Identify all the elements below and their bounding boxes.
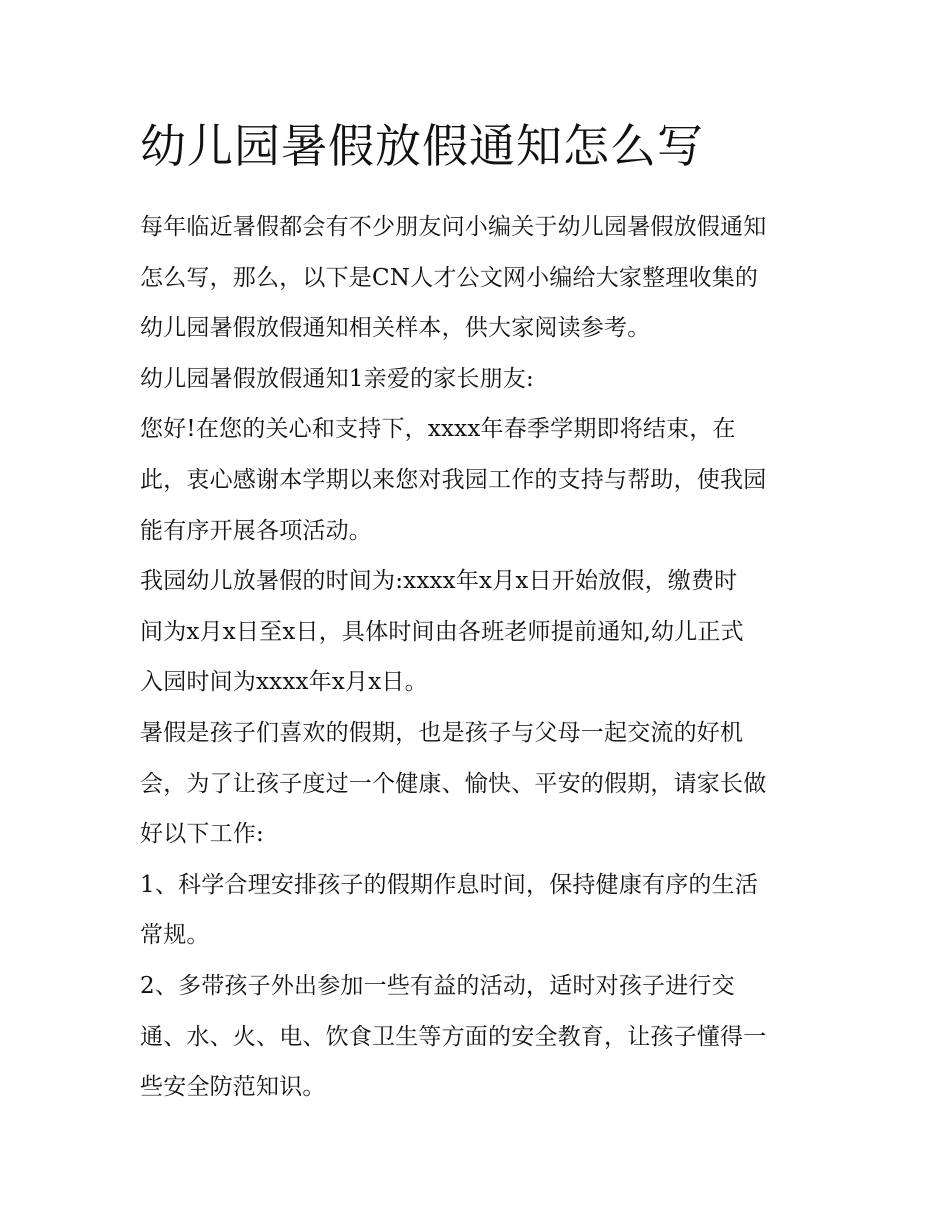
intro-paragraph: 每年临近暑假都会有不少朋友问小编关于幼儿园暑假放假通知 怎么写，那么，以下是CN人才公文网小编给大家整理收集的 幼儿园暑假放假通知相关样本，供大家阅读参考。 — [140, 214, 767, 342]
list-item-2: 2、多带孩子外出参加一些有益的活动，适时对孩子进行交 通、水、火、电、饮食卫生等方面的安全教育，让孩子懂得一 些安全防范知识。 — [140, 972, 767, 1101]
summer-paragraph: 暑假是孩子们喜欢的假期，也是孩子与父母一起交流的好机 会，为了让孩子度过一个健康、愉快、平安的假期，请家长做 好以下工作: — [140, 719, 767, 848]
document-title: 幼儿园暑假放假通知怎么写 — [140, 119, 704, 173]
document-body — [140, 202, 820, 1113]
document-content — [140, 112, 820, 1113]
notice-heading-paragraph: 幼儿园暑假放假通知1亲爱的家长朋友: — [140, 365, 534, 392]
schedule-paragraph: 我园幼儿放暑假的时间为:xxxx年x月x日开始放假，缴费时 间为x月x日至x日，具体时间由各班老师提前通知,幼儿正式 入园时间为xxxx年x月x日。 — [140, 568, 744, 696]
list-item-1: 1、科学合理安排孩子的假期作息时间，保持健康有序的生活 常规。 — [140, 871, 759, 949]
greeting-paragraph: 您好!在您的关心和支持下，xxxx年春季学期即将结束，在 此，衷心感谢本学期以来您对我园工作的支持与帮助，使我园 能有序开展各项活动。 — [140, 416, 767, 544]
